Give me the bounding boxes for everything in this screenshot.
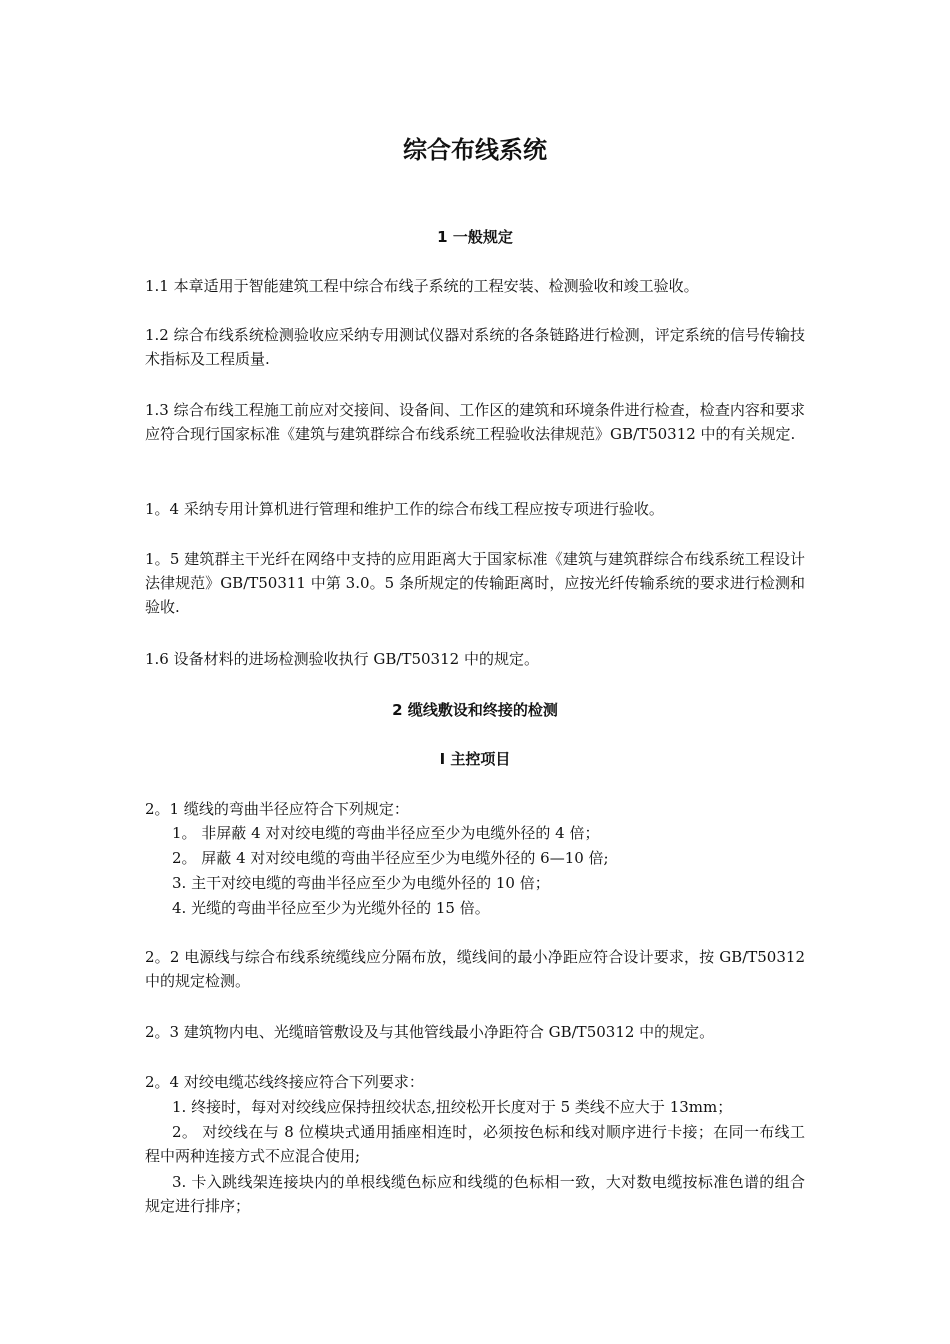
clause-1-4: 1。4 采纳专用计算机进行管理和维护工作的综合布线工程应按专项进行验收。 <box>145 500 664 518</box>
clause-1-5: 1。5 建筑群主干光纤在网络中支持的应用距离大于国家标准《建筑与建筑群综合布线系统工程设计法律规范》GB/T50311 中第 3.0。5 条所规定的传输距离时，应按光纤传输系统的要求进行检测和验收. <box>145 550 805 616</box>
clause-2-4-item: 3. 卡入跳线架连接块内的单根线缆色标应和线缆的色标相一致，大对数电缆按标准色谱的组合规定进行排序； <box>145 1173 805 1215</box>
clause-2-3: 2。3 建筑物内电、光缆暗管敷设及与其他管线最小净距符合 GB/T50312 中的规定。 <box>145 1023 715 1041</box>
section-1-heading: 1 一般规定 <box>437 228 513 246</box>
clause-2-4-item: 1. 终接时，每对对绞线应保持扭绞状态,扭绞松开长度对于 5 类线不应大于 13mm； <box>172 1098 733 1116</box>
clause-1-6: 1.6 设备材料的进场检测验收执行 GB/T50312 中的规定。 <box>145 650 539 668</box>
main-control-items-heading: Ⅰ 主控项目 <box>439 750 511 768</box>
clause-2-4: 2。4 对绞电缆芯线终接应符合下列要求： <box>145 1073 424 1091</box>
clause-2-1-item: 1。 非屏蔽 4 对对绞电缆的弯曲半径应至少为电缆外径的 4 倍； <box>172 824 600 842</box>
clause-2-2: 2。2 电源线与综合布线系统缆线应分隔布放，缆线间的最小净距应符合设计要求，按 GB/T50312 中的规定检测。 <box>145 948 805 990</box>
clause-1-3: 1.3 综合布线工程施工前应对交接间、设备间、工作区的建筑和环境条件进行检查，检查内容和要求应符合现行国家标准《建筑与建筑群综合布线系统工程验收法律规范》GB/T50312 中的有关规定. <box>145 401 805 443</box>
clause-2-1-item: 4. 光缆的弯曲半径应至少为光缆外径的 15 倍。 <box>172 899 490 917</box>
clause-2-1-item: 2。 屏蔽 4 对对绞电缆的弯曲半径应至少为电缆外径的 6—10 倍; <box>172 849 609 867</box>
section-2-heading: 2 缆线敷设和终接的检测 <box>392 701 558 719</box>
document-title: 综合布线系统 <box>403 136 547 164</box>
clause-1-2: 1.2 综合布线系统检测验收应采纳专用测试仪器对系统的各条链路进行检测，评定系统的信号传输技术指标及工程质量. <box>145 326 805 368</box>
clause-2-1: 2。1 缆线的弯曲半径应符合下列规定： <box>145 800 409 818</box>
clause-2-4-item: 2。 对绞线在与 8 位模块式通用插座相连时，必须按色标和线对顺序进行卡接；在同一布线工程中两种连接方式不应混合使用; <box>145 1123 805 1165</box>
clause-2-1-item: 3. 主干对绞电缆的弯曲半径应至少为电缆外径的 10 倍； <box>172 874 550 892</box>
clause-1-1: 1.1 本章适用于智能建筑工程中综合布线子系统的工程安装、检测验收和竣工验收。 <box>145 277 699 295</box>
